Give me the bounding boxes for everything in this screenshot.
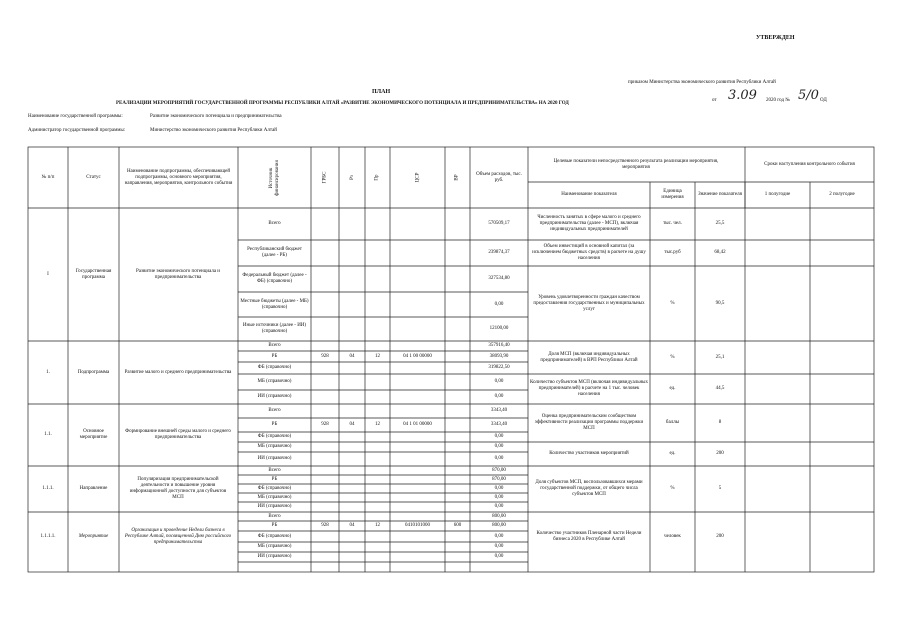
col-header-deadline: Сроки наступления контрольного события [764,162,855,167]
col-header-csr: ЦСР [414,172,420,183]
plan-title: РЕАЛИЗАЦИИ МЕРОПРИЯТИЙ ГОСУДАРСТВЕННОЙ ПРОГРАММЫ РЕСПУБЛИКИ АЛТАЙ «РАЗВИТИЕ ЭКОНОМИЧЕСКОГО ПОТЕНЦИАЛА И ПРЕДПРИНИМАТЕЛЬСТВА» НА 2020 ГОД [116,101,569,106]
amount-cell: 3343,40 [490,408,508,413]
source-cell: Всего [268,408,281,413]
col-header-volume: Объем расходов, тыс. руб. [476,171,522,183]
indicator-unit: ед. [669,386,676,391]
col-header-half1: 1 полугодие [764,192,791,197]
indicator-name: Доля субъектов МСП, воспользовавшихся мерами государственной поддержки, от общего числа субъектов МСП [535,480,643,497]
indicator-value: 25,1 [715,354,725,360]
amount-cell: 0,00 [494,301,504,307]
section-name: Развитие малого и среднего предпринимательства [124,369,232,375]
amount-cell: 3343,40 [490,422,508,427]
amount-cell: 800,00 [492,513,506,519]
col-header-indicators: Целевые показатели непосредственного результата реализации мероприятия, мероприятия [553,159,719,170]
source-cell: ИИ (справочно) [257,504,292,509]
amount-cell: 12100,00 [489,326,509,331]
indicator-value: 8 [718,420,722,425]
indicator-name: Количество субъектов МСП (включая индивидуальных предпринимателей) в расчете на 1 тыс. человек населения [530,380,648,397]
amount-cell: 0,00 [494,544,504,549]
amount-cell: 0,00 [494,504,504,509]
source-cell: МБ (справочно) [257,544,292,549]
source-cell: МБ (справочно) [257,379,292,384]
amount-cell: 800,00 [492,523,506,528]
amount-cell: 0,00 [494,394,504,399]
indicator-unit: баллы [665,420,680,425]
section-name: Популяризация предпринимательской деятельности и повышение уровня информационной доступности для субъектов МСП [129,477,227,500]
indicator-name: Доля МСП (включая индивидуальных предпринимателей) в ВРП Республики Алтай [540,351,638,363]
amount-cell: 870,00 [492,467,506,473]
pr-cell: 12 [375,523,380,528]
section-num: 1.1.1. [42,486,54,491]
indicator-name: Количество участников мероприятий [549,451,629,456]
indicator-name: Количество участников Пленарной части Недели бизнеса 2020 в Республике Алтай [536,531,642,542]
rz-cell: 04 [349,353,355,359]
amount-cell: 870,00 [492,476,506,482]
indicator-unit: % [670,300,675,306]
csr-cell: 04 1 01 00000 [403,422,432,427]
approval-suffix: ОД [820,98,827,103]
source-cell: ФБ (справочно) [257,533,292,539]
col-header-indicator-name: Наименование показателя [561,192,617,197]
amount-cell: 357916,40 [488,343,510,348]
indicator-value: 44,5 [715,386,725,391]
indicator-value: 25,5 [715,221,725,226]
admin-value: Министерство экономического развития Республики Алтай [150,128,277,133]
amount-cell: 38093,90 [489,353,509,359]
col-header-unit: Единица измерения [661,189,684,200]
csr-cell: 04 1 00 00000 [403,353,432,359]
amount-cell: 319822,50 [488,365,510,370]
indicator-value: 200 [716,534,724,539]
section-num: 1. [46,369,50,375]
indicator-value: 5 [718,486,722,491]
amount-cell: 0,00 [494,494,504,500]
indicator-name: Уровень удовлетворенности граждан качеством предоставления государственных и муниципальных услуг [533,294,645,312]
indicator-name: Оценка предпринимательским сообществом эффективности реализации программы поддержки МСП [534,414,644,431]
rz-cell: 04 [349,422,355,427]
source-cell: РБ [271,476,278,482]
col-header-value: Значение показателя [698,192,742,197]
indicator-unit: тыс. чел. [663,221,682,226]
approval-title: УТВЕРЖДЕН [756,35,795,41]
section-name: Организация и проведение Недели бизнеса в Республике Алтай, посвященной Дню российского предпринимательства [124,528,232,545]
source-cell: МБ (справочно) [257,494,292,500]
indicator-value: 68,42 [714,250,726,255]
section-status: Государственная программа [75,268,112,280]
source-cell: ИИ (справочно) [257,554,292,559]
approval-number-handwritten: 5/0 [798,88,819,103]
amount-cell: 0,00 [494,434,504,439]
indicator-value: 200 [716,451,724,456]
source-cell: ФБ (справочно) [257,434,292,439]
admin-label: Администратор государственной программы: [28,128,126,133]
source-cell: Всего [268,221,281,226]
col-header-half2: 2 полугодие [829,192,855,197]
indicator-unit: ед. [669,451,676,456]
indicator-unit: % [670,486,675,491]
pr-cell: 12 [375,353,380,359]
source-cell: Всего [268,467,281,473]
pr-cell: 12 [375,422,380,427]
col-header-pr: Пр [375,174,380,181]
amount-cell: 0,00 [494,444,504,449]
amount-cell: 0,00 [494,554,504,559]
approval-line: приказом Министерства экономического развития Республики Алтай [628,80,776,85]
source-cell: ФБ (справочно) [257,365,292,370]
program-value: Развитие экономического потенциала и предпринимательства [150,114,282,119]
col-header-num: № п/п [41,174,55,180]
indicator-name: Объем инвестиций в основной капитал (за исключением бюджетных средств) в расчете на душу населения [532,244,646,261]
col-header-vr: ВР [455,174,460,181]
csr-cell: 0410101000 [405,523,430,528]
amount-cell: 327534,80 [488,276,510,281]
source-cell: Иные источники (далее - ИИ) (справочно) [242,323,307,334]
source-cell: Республиканский бюджет (далее - РБ) [247,247,302,258]
source-cell: ИИ (справочно) [257,456,292,461]
amount-cell: 0,00 [494,379,504,384]
vr-cell: 600 [453,523,462,528]
section-num: 1.1.1.1. [40,534,56,539]
approval-date-handwritten: 3.09 [728,88,757,103]
amount-cell: 0,00 [494,533,504,539]
grbs-cell: 928 [321,353,329,359]
indicator-unit: тыс.руб [664,250,681,255]
source-cell: РБ [271,422,278,427]
section-status: Подпрограмма [77,369,110,375]
section-name: Формирование внешней среды малого и среднего предпринимательства [125,429,231,440]
source-cell: ИИ (справочно) [257,394,292,399]
program-label: Наименование государственной программы: [28,114,123,119]
section-status: Мероприятие [78,534,109,539]
col-header-status: Статус [86,174,101,180]
grbs-cell: 928 [321,523,329,528]
approval-year: 2020 год № [766,98,791,103]
source-cell: Всего [268,343,281,348]
section-name: Развитие экономического потенциала и предпринимательства [136,268,220,280]
indicator-value: 90,5 [715,300,725,306]
section-status: Направление [79,486,108,491]
indicator-unit: % [670,354,675,360]
col-header-grbs: ГРБС [322,171,328,184]
source-cell: МБ (справочно) [257,444,292,449]
col-header-source: Источник финансирования [268,159,280,196]
amount-cell: 239874,37 [488,250,510,255]
col-header-name: Наименование подпрограммы, обеспечивающей подпрограммы, основного мероприятия, направления, мероприятия, контрольного события [124,168,233,186]
source-cell: Федеральный бюджет (далее - ФБ) (справочно) [242,273,307,284]
source-cell: ФБ (справочно) [257,485,292,491]
rz-cell: 04 [349,523,355,528]
source-cell: Всего [268,513,281,519]
section-status: Основное мероприятие [79,429,108,440]
col-header-rz: Рз [349,175,355,180]
grbs-cell: 928 [321,422,329,427]
amount-cell: 0,00 [494,456,504,461]
indicator-name: Численность занятых в сфере малого и среднего предпринимательства (далее - МСП), включая индивидуальных предпринимателей [537,215,641,232]
approval-from-label: от [712,98,717,103]
amount-cell: 570509,17 [488,221,510,226]
source-cell: Местные бюджеты (далее - МБ) (справочно) [240,298,309,310]
amount-cell: 0,00 [494,485,504,491]
section-num: 1.1. [44,432,52,437]
source-cell: РБ [271,523,278,528]
section-num: I [47,271,49,277]
indicator-unit: человек [664,534,681,539]
source-cell: РБ [271,353,278,359]
plan-heading: ПЛАН [372,89,391,95]
